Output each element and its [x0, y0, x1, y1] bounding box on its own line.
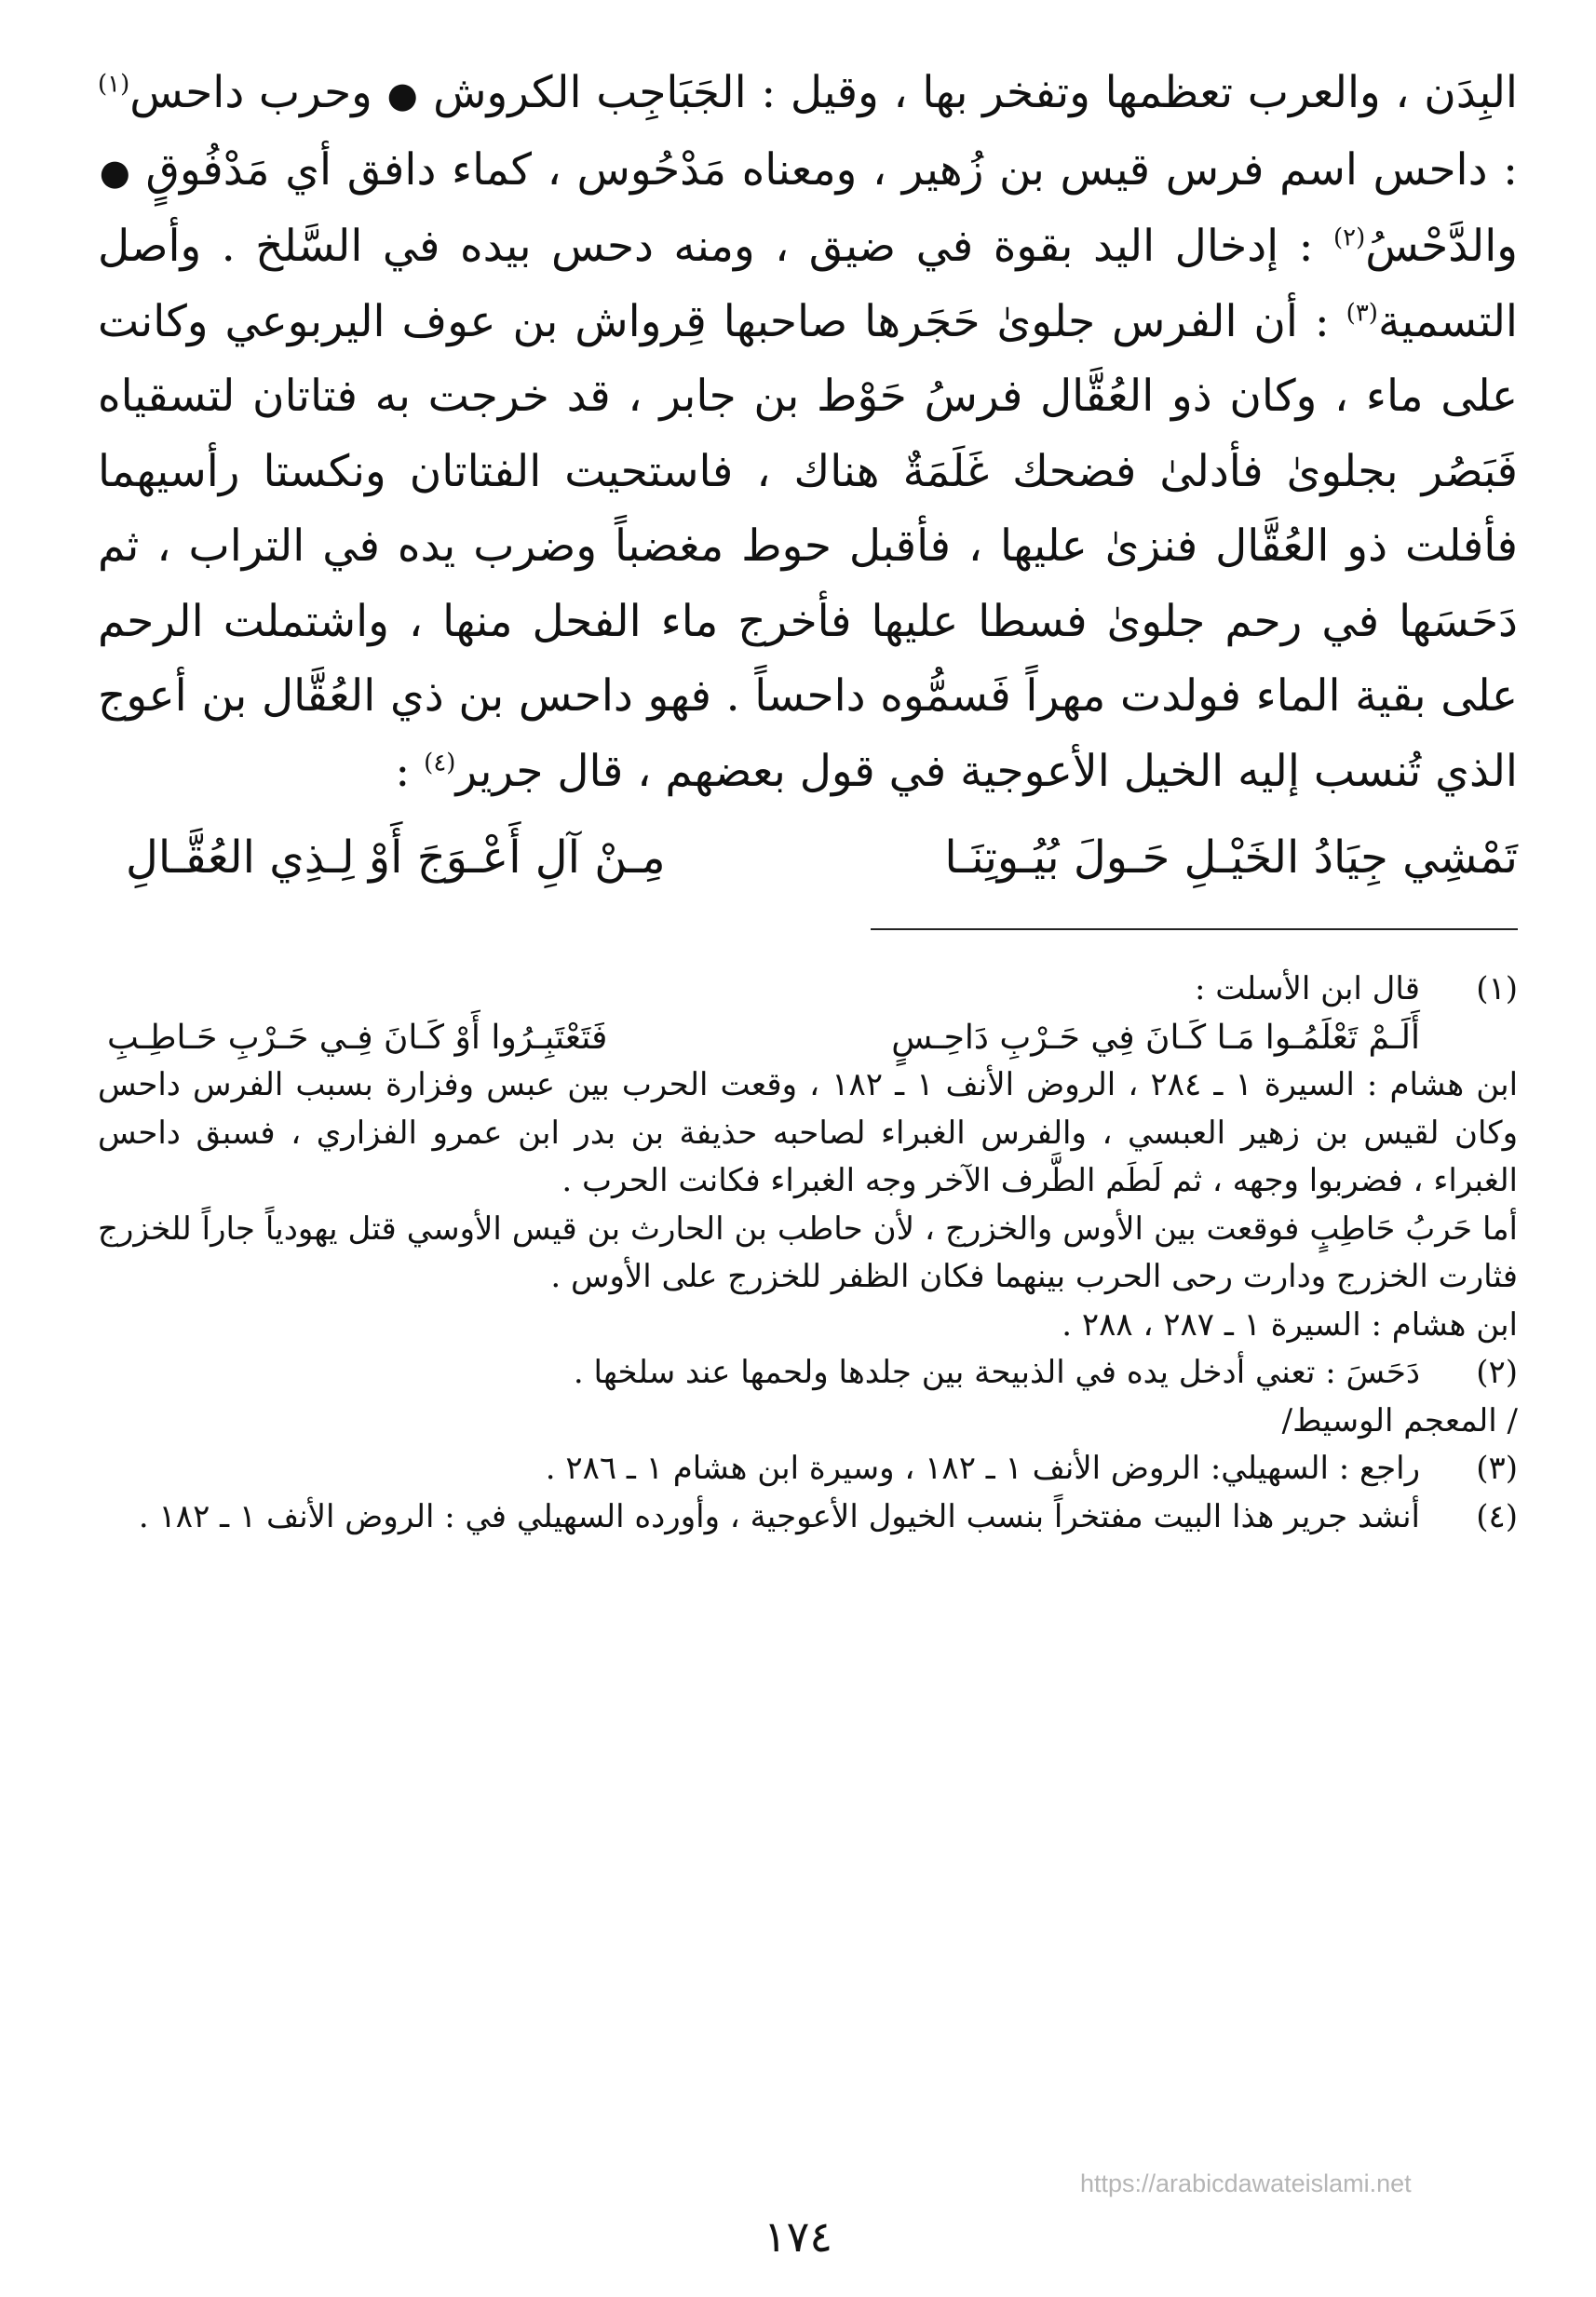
main-text-segment: والدَّحْسُ — [1365, 221, 1518, 272]
main-text — [98, 56, 1518, 809]
footnote-number: (٢) — [1476, 1354, 1518, 1391]
footnote-body — [98, 966, 1420, 1061]
main-text-segment: البِدَن ، والعرب تعظمها وتفخر بها ، وقيل : الجَبَاجِب الكروش — [418, 67, 1518, 118]
footnote-divider — [871, 928, 1518, 930]
footnote-body — [98, 1349, 1420, 1398]
footnote-ref: (٢) — [1332, 223, 1366, 252]
footnote-intro: قال ابن الأسلت : — [1195, 970, 1420, 1007]
main-text-segment: : إدخال اليد بقوة في ضيق ، ومنه دحس بيده في السَّلخ . وأصل التسمية — [98, 221, 1518, 347]
footnote-body — [98, 1493, 1420, 1542]
footnote-number: (٣) — [1476, 1450, 1518, 1487]
footnote-4 — [98, 1493, 1518, 1542]
footnote-paragraph: أما حَربُ حَاطِبٍ فوقعت بين الأوس والخزرج ، لأن حاطب بن الحارث بن قيس الأوسي قتل يهودياً جاراً للخزرج فثارت الخزرج ودارت رحى الحرب بينهما فكان الظفر للخزرج على الأوس . — [98, 1209, 1518, 1295]
verse-hemistich-first: أَلَـمْ تَعْلَمُـوا مَـا كَـانَ فِي حَـرْبِ دَاحِـسٍ — [891, 1018, 1420, 1057]
footnote-1-continuation — [98, 1061, 1518, 1349]
verse-hemistich-first: تَمْشِي جِيَادُ الخَيْـلِ حَـولَ بُيُـوتِنَـا — [944, 831, 1518, 884]
main-paragraph — [98, 56, 1518, 809]
footnote-ref: (٣) — [1346, 298, 1378, 327]
page-number: ١٧٤ — [763, 2211, 833, 2262]
poem-verse — [98, 817, 1518, 900]
footnote-number: (٤) — [1476, 1497, 1518, 1535]
footnote-1 — [98, 966, 1518, 1061]
footnote-ref: (١) — [98, 70, 130, 99]
footnote-verse — [98, 1014, 1420, 1062]
bullet-icon: ● — [385, 74, 419, 115]
footnote-paragraph: ابن هشام : السيرة ١ ـ ٢٨٧ ، ٢٨٨ . — [1062, 1305, 1518, 1344]
footnote-line: أنشد جرير هذا البيت مفتخراً بنسب الخيول الأعوجية ، وأورده السهيلي في : الروض الأنف ١ ـ ١٨٢ . — [138, 1497, 1420, 1535]
footnote-2 — [98, 1349, 1518, 1398]
footnote-2-continuation — [98, 1398, 1518, 1446]
watermark-url: https://arabicdawateislami.net — [1080, 2169, 1412, 2197]
footnote-number: (١) — [1476, 970, 1518, 1007]
footnote-ref: (٤) — [424, 748, 456, 777]
footnotes — [98, 966, 1518, 1541]
footnote-line: دَحَسَ : تعني أدخل يده في الذبيحة بين جلدها ولحمها عند سلخها . — [573, 1354, 1420, 1391]
verse-hemistich-second: فَتَعْتَبِـرُوا أَوْ كَـانَ فِـي حَـرْبِ حَـاطِـبِ — [107, 1018, 608, 1057]
main-text-segment: : أن الفرس جلوىٰ حَجَرها صاحبها قِرواش بن عوف اليربوعي وكانت على ماء ، وكان ذو العُقَّال فرسُ حَوْط بن جابر ، قد خرجت به فتاتان لتسقياه فَبَصُر بجلوىٰ فأدلىٰ فضحك غَلَمَةٌ هناك ، فاستحيت الفتاتان ونكستا رأسيهما فأفلت ذو العُقَّال فنزىٰ عليها ، فأقبل حوط مغضباً وضرب يده في التراب ، ثم دَحَسَها في رحم جلوىٰ فسطا عليها فأخرج ماء الفحل منها ، واشتملت الرحم على بقية الماء فولدت مهراً فَسمُّوه داحساً . فهو داحس بن ذي العُقَّال بن أعوج الذي تُنسب إليه الخيل الأعوجية في قول بعضهم ، قال جرير — [98, 295, 1518, 797]
footnote-line: راجع : السهيلي: الروض الأنف ١ ـ ١٨٢ ، وسيرة ابن هشام ١ ـ ٢٨٦ . — [545, 1450, 1420, 1487]
footnote-body — [98, 1445, 1420, 1493]
footnote-source: / المعجم الوسيط/ — [1281, 1401, 1518, 1439]
footnote-3 — [98, 1445, 1518, 1493]
verse-hemistich-second: مِـنْ آلِ أَعْـوَجَ أَوْ لِـذِي العُقَّـالِ — [126, 831, 666, 884]
footnote-paragraph: ابن هشام : السيرة ١ ـ ٢٨٤ ، الروض الأنف ١ ـ ١٨٢ ، وقعت الحرب بين عبس وفزارة بسبب الفرس داحس وكان لقيس بن زهير العبسي ، والفرس الغبراء لصاحبه حذيفة بن بدر ابن عمرو الفزاري ، فسبق داحس الغبراء ، فضربوا وجهه ، ثم لَطَم الطَّرف الآخر وجه الغبراء فكانت الحرب . — [98, 1066, 1519, 1199]
main-text-segment: : داحس اسم فرس قيس بن زُهير ، ومعناه مَدْحُوس ، كماء دافق أي مَدْفُوقٍ — [129, 143, 1518, 196]
main-text-segment: : — [395, 745, 425, 797]
book-page — [98, 56, 1518, 2253]
bullet-icon: ● — [98, 151, 130, 193]
main-text-segment: وحرب داحس — [129, 67, 386, 118]
